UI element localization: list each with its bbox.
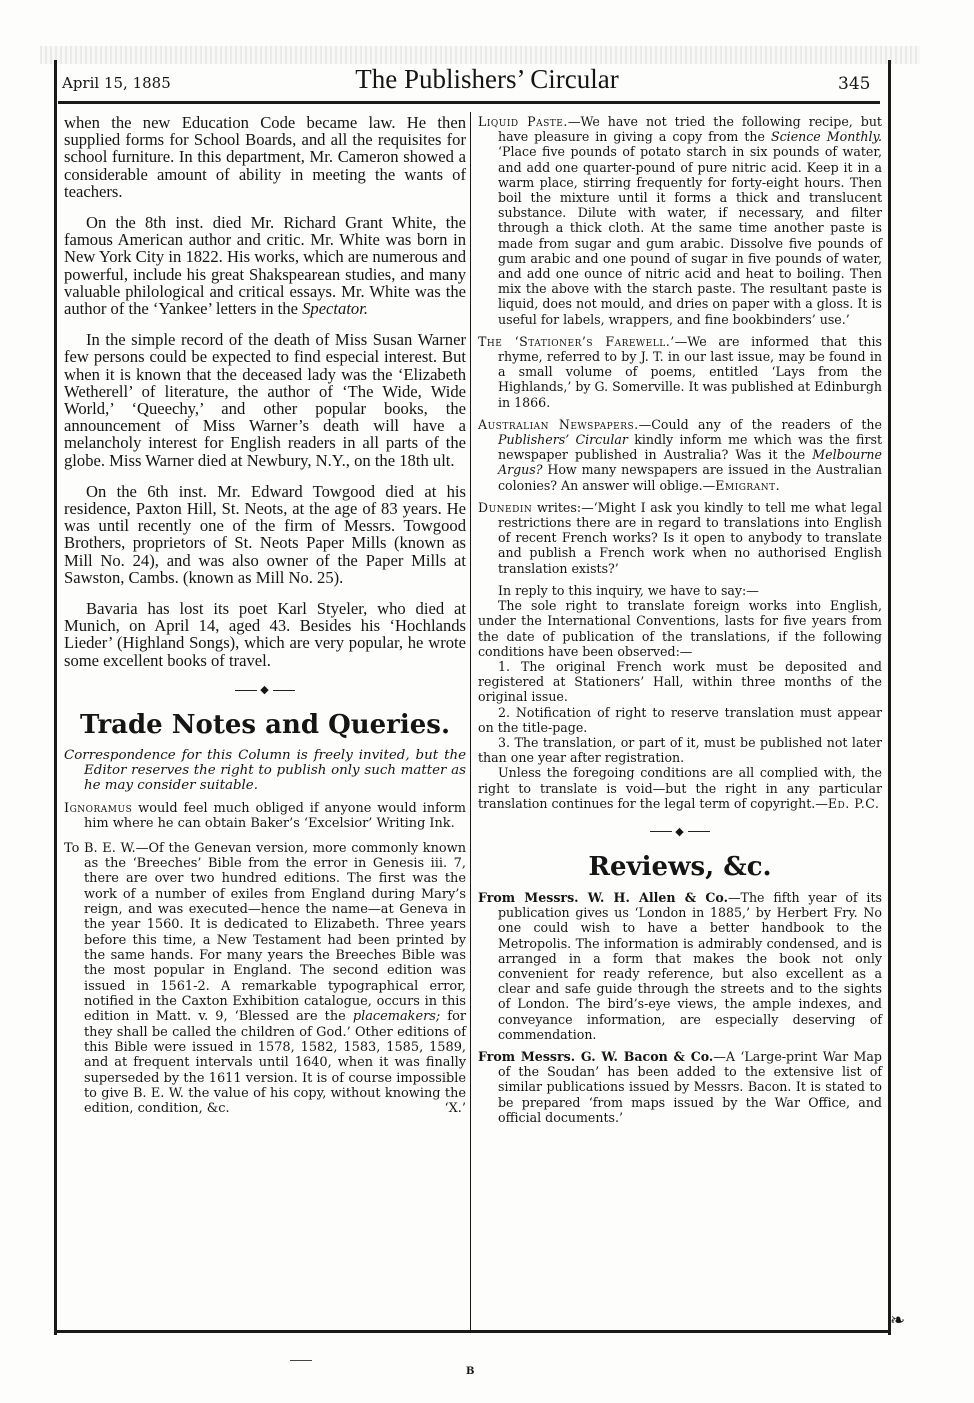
reply-conclusion-text: Unless the foregoing conditions are all complied with, the right to translate is void—but the right in any particular translation continues for the legal term of copyright.— [478,765,882,811]
query-ignoramus [64,801,466,832]
item-text: —We are informed that this rhyme, referred to by J. T. in our last issue, may be found in a small volume of poems, entitled ‘Lays from the Highlands,’ by G. Somerville. It was published at Edinburgh in 1866. [498,333,882,410]
header-rule [58,101,880,104]
answer-text-2: for they shall be called the children of God.’ Other editions of this Bible were issued in 1578, 1582, 1583, 1585, 1589, and at frequent intervals until 1640, when it was finally superseded by the 1611 version. It is of course impossible to give B. E. W. the value of his copy, without knowing the edition, condition, &c. [84,1009,466,1117]
query-lead: Ignoramus [64,800,133,816]
left-column [64,114,466,1126]
printer-signature: B [466,1366,475,1377]
ornament-divider: ◆ [64,683,466,696]
item-italic: Science Monthly. [770,129,882,145]
ornament-divider: ◆ [478,825,882,838]
section-heading-reviews: Reviews, &c. [588,851,772,882]
review-text: —A ‘Large-print War Map of the Soudan’ has been added to the extensive list of similar publications issued by Messrs. Bacon. It is stated to be prepared ‘from maps issued by the War Office, and official documents.’ [498,1048,882,1125]
answer-signature: ‘X.’ [444,1101,466,1117]
editorial-note: Correspondence for this Column is freely invited, but the Editor reserves the right to publish only such matter as he may consider suitable. [64,747,466,793]
review-lead: From Messrs. G. W. Bacon & Co. [478,1048,714,1064]
page-number: 345 [838,74,871,94]
right-border-rule [888,60,891,1335]
item-lead: Liquid Paste. [478,114,568,129]
condition-2: 2. Notification of right to reserve translation must appear on the title-page. [478,704,882,735]
item-italic: Publishers’ Circular [498,432,628,448]
item-liquid-paste [478,114,882,327]
spectator-title: Spectator. [302,299,368,319]
section-heading-trade-notes: Trade Notes and Queries. [79,709,450,740]
answer-italic: placemakers; [352,1009,441,1025]
item-lead: Australian Newspapers. [478,416,639,432]
item-australian-newspapers [478,417,882,493]
masthead-title: The Publishers’ Circular [355,64,619,94]
paragraph-white-text: On the 8th inst. died Mr. Richard Grant White, the famous American author and critic. Mr. White was born in New York City in 1822. His works, which are numerous and powerful, include his great Shakspearean studies, and many valuable philological and critical essays. Mr. White was the author of the ‘Yankee’ letters in the [64,213,466,319]
query-text: would feel much obliged if anyone would inform him where he can obtain Baker’s ‘Excelsior’ Writing Ink. [84,800,466,832]
reply-intro: In reply to this inquiry, we have to say:— [498,582,759,598]
condition-1: 1. The original French work must be deposited and registered at Stationers’ Hall, within three months of the original issue. [478,658,882,705]
item-italic: Melbourne Argus? [498,447,882,478]
item-text: kindly inform me which was the first newspaper published in Australia? Was it the [498,432,882,463]
item-text: —Could any of the readers of the [638,416,882,432]
paragraph-warner: In the simple record of the death of Miss Susan Warner few persons could be expected to find especial interest. But when it is known that the deceased lady was the ‘Elizabeth Wetherell’ of literature, the author of ‘The Wide, Wide World,’ ‘Queechy,’ and other popular books, the announcement of Miss Warner’s death will have a melancholy interest for English readers in all parts of the globe. Miss Warner died at Newbury, N.Y., on the 18th ult. [64,330,466,470]
item-text: ‘Place five pounds of potato starch in six pounds of water, and add one quarter-pound of pure nitric acid. Keep it in a warm place, stirring frequently for forty-eight hours. Then boil the mixture until it forms a thick and translucent substance. Dilute with water, if necessary, and filter through a thick cloth. At the same time another paste is made from sugar and gum arabic. Dissolve five pounds of gum arabic and one pound of sugar in five pounds of water, and add one ounce of nitric acid and heat to boiling. Then mix the above with the starch paste. The resultant paste is liquid, does not mould, and dries on paper with a gloss. It is useful for labels, wrappers, and fine bookbinders’ use.’ [498,144,882,327]
review-allen [478,890,882,1042]
item-dunedin [478,500,882,576]
print-texture [40,46,920,64]
item-lead: The ‘Stationer’s Farewell.’ [478,333,675,349]
footer-dash [290,1360,312,1361]
review-bacon [478,1049,882,1125]
answer-lead: To B. E. W. [64,840,136,856]
item-text: —We have not tried the following recipe, but have pleasure in giving a copy from the [498,114,882,145]
paragraph-white [64,214,466,317]
reply-signature: Ed. P.C. [827,795,880,811]
issue-date: April 15, 1885 [62,74,171,92]
answer-text-1: —Of the Genevan version, more commonly known as the ‘Breeches’ Bible from the error in Genesis iii. 7, there are over two hundred editions. The first was the work of a number of exiles from England during Mary’s reign, and was executed—hence the name—at Geneva in the year 1560. It is dedicated to Elizabeth. Three years before this time, a New Testament had been printed by the same hands. For many years the Breeches Bible was the most popular in England. The second edition was issued in 1561-2. A remarkable typographical error, notified in the Caxton Exhibition catalogue, occurs in this edition in Matt. v. 9, ‘Blessed are the [84,840,466,1025]
paragraph-towgood: On the 6th inst. Mr. Edward Towgood died at his residence, Paxton Hill, St. Neots, at the age of 83 years. He was until recently one of the firm of Messrs. Towgood Brothers, proprietors of St. Neots Paper Mills (known as Mill No. 24), and was also owner of the Paper Mills at Sawston, Cambs. (known as Mill No. 25). [64,481,466,587]
item-lead: Dunedin [478,499,533,515]
reply-conclusion [478,765,882,811]
item-signature: Emigrant. [715,477,781,493]
reply-rule: The sole right to translate foreign works into English, under the International Conventions, lasts for five years from the date of publication of the translations, if the following conditions have been observed:— [478,598,882,659]
review-text: —The fifth year of its publication gives us ‘London in 1885,’ by Herbert Fry. No one could wish to have a better handbook to the Metropolis. The information is admirably condensed, and is arranged in a form that makes the book not only convenient for ready reference, but also excellent as a clear and safe guide through the streets and to the sights of London. The bird’s-eye views, the ample indexes, and conveyance information, are especially deserving of commendation. [498,889,882,1042]
column-divider [470,112,471,1332]
item-text: How many newspapers are issued in the Australian colonies? An answer will oblige.— [498,462,882,493]
left-border-rule [54,60,57,1335]
item-text: writes:—‘Might I ask you kindly to tell me what legal restrictions there are in regard to translations into English of recent French works? Is it open to anybody to translate and publish a French work when no authorised English translation exists?’ [498,499,882,576]
answer-breeches-bible [64,841,466,1117]
right-column [478,114,882,1132]
footer-rule [54,1330,891,1333]
corner-ornament-icon: ❧ [890,1310,906,1331]
review-lead: From Messrs. W. H. Allen & Co. [478,889,728,905]
paragraph-cameron: when the new Education Code became law. He then supplied forms for School Boards, and all the requisites for school furniture. In this department, Mr. Cameron showed a considerable amount of ability in meeting the wants of teachers. [64,113,466,201]
item-stationers-farewell [478,334,882,410]
paragraph-styeler: Bavaria has lost its poet Karl Styeler, who died at Munich, on April 14, aged 43. Besides his ‘Hochlands Lieder’ (Highland Songs), which are very popular, he wrote some excellent books of travel. [64,599,466,670]
condition-3: 3. The translation, or part of it, must be published not later than one year after registration. [478,734,882,766]
